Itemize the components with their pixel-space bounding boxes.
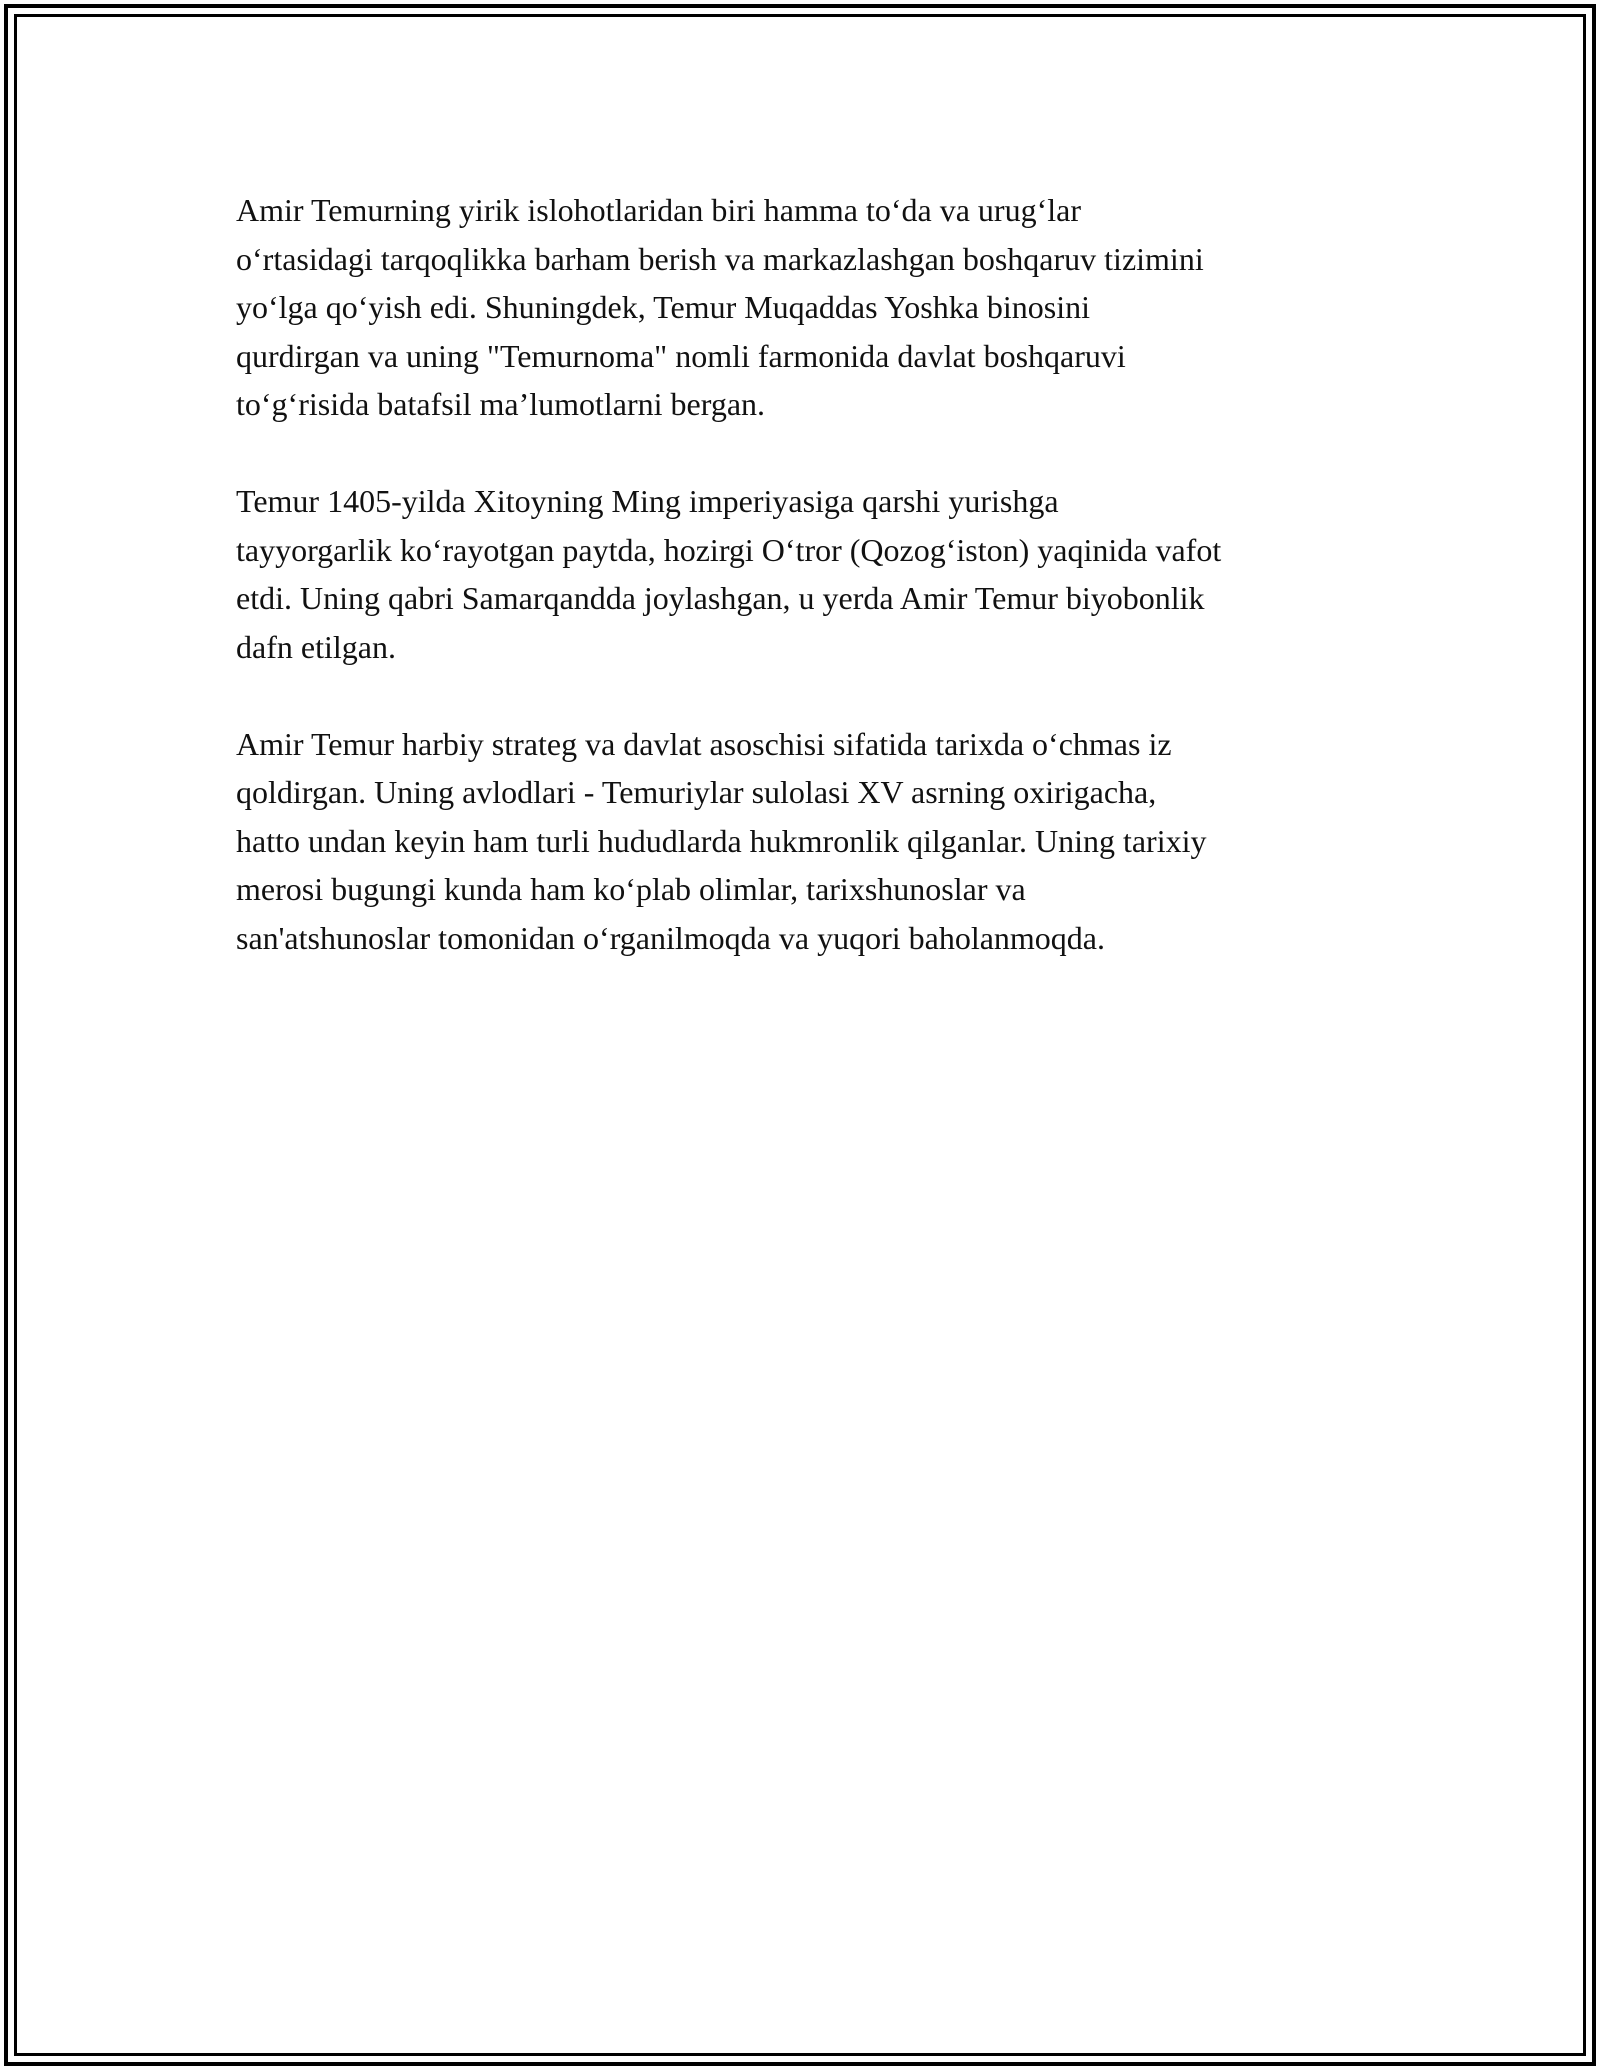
text-line: hatto undan keyin ham turli hududlarda hukmronlik qilganlar. Uning tarixiy <box>236 822 1207 859</box>
paragraph-legacy <box>236 720 1376 963</box>
text-line: tayyorgarlik ko‘rayotgan paytda, hozirgi O‘tror (Qozog‘iston) yaqinida vafot <box>236 531 1222 568</box>
text-line: merosi bugungi kunda ham ko‘plab olimlar, tarixshunoslar va <box>236 871 1026 907</box>
text-line: yo‘lga qo‘yish edi. Shuningdek, Temur Muqaddas Yoshka binosini <box>236 289 1091 325</box>
text-line: Amir Temur harbiy strateg va davlat asoschisi sifatida tarixda o‘chmas iz <box>236 725 1172 762</box>
text-line: qoldirgan. Uning avlodlari - Temuriylar sulolasi XV asrning oxirigacha, <box>236 774 1157 810</box>
text-line: dafn etilgan. <box>236 628 396 665</box>
paragraph-death <box>236 477 1376 671</box>
text-line: qurdirgan va uning "Temurnoma" nomli farmonida davlat boshqaruvi <box>236 337 1126 374</box>
text-line: Temur 1405-yilda Xitoyning Ming imperiyasiga qarshi yurishga <box>236 483 1059 519</box>
text-line: to‘g‘risida batafsil ma’lumotlarni bergan. <box>236 386 766 422</box>
text-line: etdi. Uning qabri Samarqandda joylashgan, u yerda Amir Temur biyobonlik <box>236 580 1205 616</box>
text-line: o‘rtasidagi tarqoqlikka barham berish va markazlashgan boshqaruv tizimini <box>236 240 1204 277</box>
text-line: san'atshunoslar tomonidan o‘rganilmoqda va yuqori baholanmoqda. <box>236 919 1105 956</box>
document-body <box>236 186 1376 1011</box>
text-line: Amir Temurning yirik islohotlaridan biri hamma to‘da va urug‘lar <box>236 192 1081 228</box>
paragraph-reforms <box>236 186 1376 429</box>
